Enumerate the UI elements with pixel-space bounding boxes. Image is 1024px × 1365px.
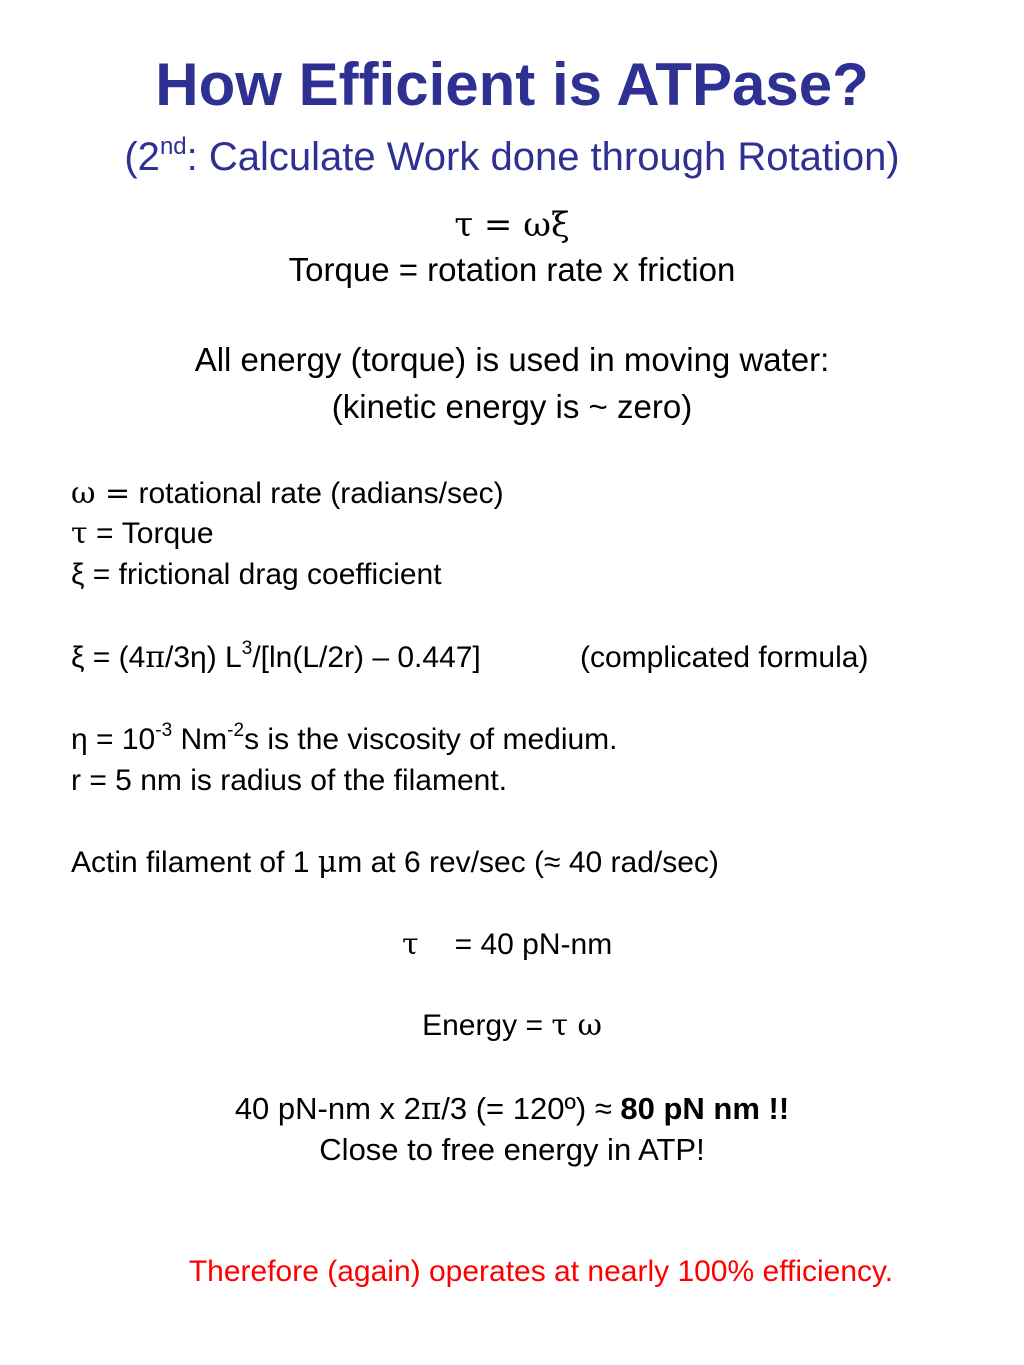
- torque-definition: Torque = rotation rate x friction: [288, 251, 736, 288]
- actin-part-a: Actin filament of 1: [71, 846, 318, 879]
- xi-formula-part-b: /3η) L: [165, 641, 242, 674]
- energy-formula-text: Energy =: [422, 1009, 552, 1042]
- viscosity-part-b: Nm: [172, 723, 228, 756]
- formula-note: (complicated formula): [580, 641, 869, 674]
- conclusion: Therefore (again) operates at nearly 100% efficiency.: [188, 1255, 894, 1288]
- xi-formula-superscript: 3: [241, 638, 253, 659]
- atp-note: Close to free energy in ATP!: [319, 1132, 705, 1167]
- tau-symbol: τ: [71, 516, 88, 551]
- result-bold-value: 80 pN nm !!: [620, 1091, 790, 1126]
- viscosity-exponent-1: -3: [155, 720, 173, 741]
- energy-formula-symbols: τ ω: [551, 1008, 602, 1043]
- actin-line: [71, 845, 719, 880]
- kinetic-energy-note: (kinetic energy is ~ zero): [331, 388, 693, 425]
- xi-definition: ξ = frictional drag coefficient: [71, 558, 442, 591]
- tau-result-value: = 40 pN-nm: [454, 928, 613, 961]
- omega-text: rotational rate (radians/sec): [130, 477, 504, 510]
- tau-result: [402, 927, 613, 962]
- subtitle-open: (2: [124, 135, 160, 179]
- energy-formula: [0, 1008, 1024, 1043]
- pi-symbol: π: [145, 640, 166, 675]
- viscosity-part-c: s is the viscosity of medium.: [244, 723, 618, 756]
- tau-result-symbol: τ: [402, 927, 419, 962]
- viscosity-exponent-2: -2: [227, 720, 245, 741]
- energy-statement: All energy (torque) is used in moving water:: [194, 341, 830, 378]
- subtitle-rest: : Calculate Work done through Rotation): [186, 135, 900, 179]
- tau-text: = Torque: [87, 517, 214, 550]
- xi-formula-part-c: /[ln(L/2r) – 0.447]: [252, 641, 481, 674]
- omega-definition: [71, 476, 504, 511]
- mu-symbol: μ: [317, 845, 338, 880]
- omega-symbol: ω =: [71, 476, 131, 511]
- viscosity-line: [71, 720, 618, 756]
- page-subtitle: [0, 133, 1024, 179]
- radius-line: r = 5 nm is radius of the filament.: [71, 764, 508, 797]
- tau-definition: [71, 516, 214, 551]
- page-title: How Efficient is ATPase?: [155, 51, 869, 118]
- torque-equation: τ = ωξ: [454, 205, 570, 245]
- result-pi-symbol: π: [420, 1091, 442, 1127]
- subtitle-superscript: nd: [159, 133, 187, 160]
- result-part-a: 40 pN-nm x 2: [234, 1091, 421, 1126]
- xi-formula-part-a: ξ = (4: [71, 641, 146, 674]
- result-part-b: /3 (= 120º) ≈: [441, 1091, 621, 1126]
- result-line: [0, 1093, 1024, 1125]
- xi-formula: [71, 638, 481, 675]
- viscosity-part-a: η = 10: [71, 723, 156, 756]
- actin-part-b: m at 6 rev/sec (≈ 40 rad/sec): [337, 846, 719, 879]
